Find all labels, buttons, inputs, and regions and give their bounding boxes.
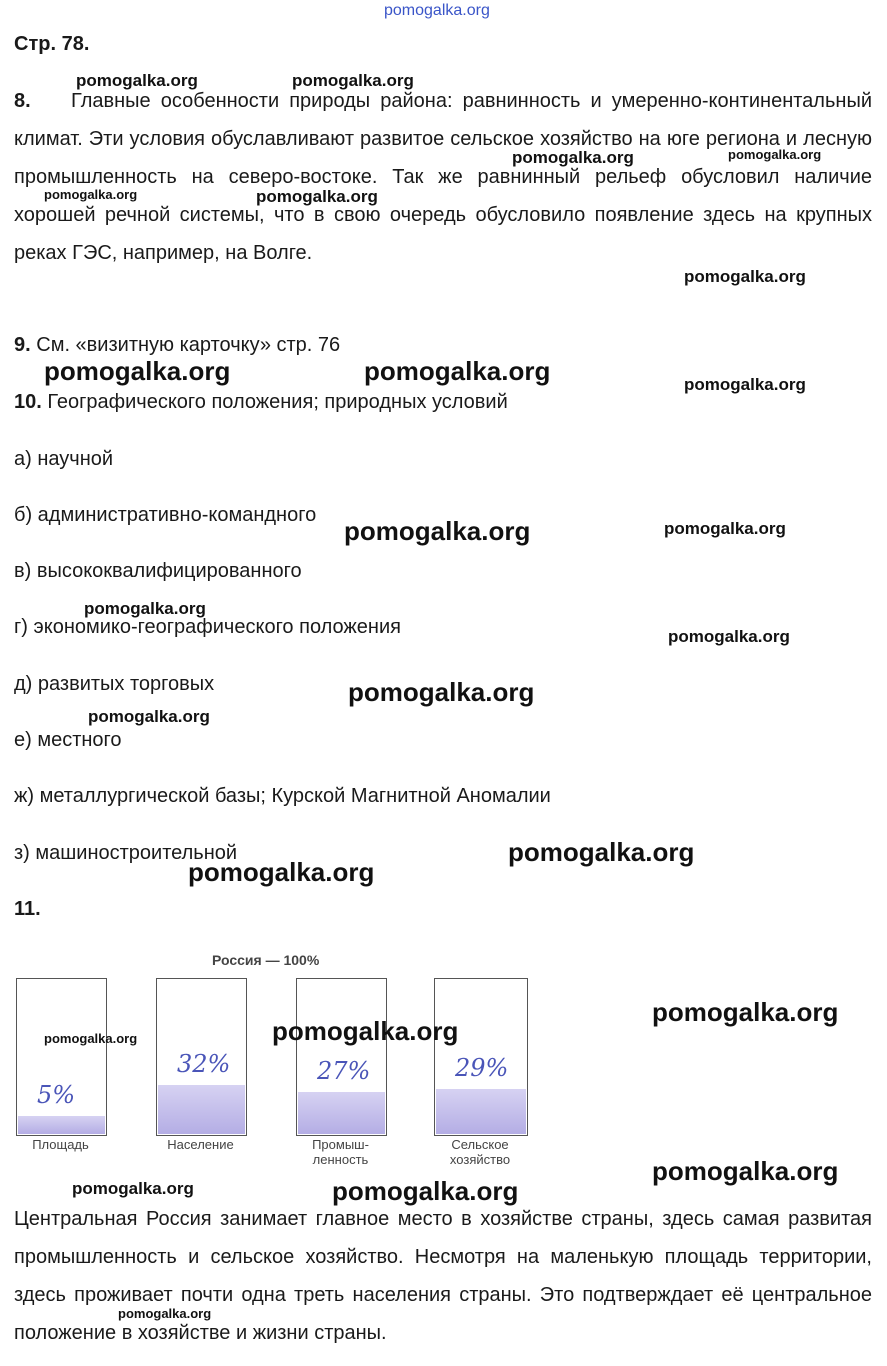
answer-10-item: в) высококвалифицированного [14, 560, 302, 582]
answer-10-item: д) развитых торговых [14, 673, 215, 695]
answer-11-number: 11. [14, 898, 41, 920]
bar-box [434, 978, 528, 1136]
watermark-text: pomogalka.org [256, 187, 378, 206]
bar-box [296, 978, 387, 1136]
watermark-text: pomogalka.org [272, 1016, 459, 1046]
watermark-text: pomogalka.org [84, 599, 206, 618]
bar-value-label: 29% [455, 1054, 509, 1082]
answer-10-item: е) местного [14, 729, 122, 751]
answer-10-text: Географического положения; природных условий [47, 391, 508, 413]
watermark-text: pomogalka.org [88, 707, 210, 726]
answer-9-number: 9. [14, 334, 31, 356]
watermark-text: pomogalka.org [668, 627, 790, 646]
bar-value-label: 27% [317, 1057, 371, 1085]
bar-value-label: 5% [37, 1081, 76, 1109]
bar-category-line: Промыш- [312, 1137, 369, 1152]
bar-category-line: ленность [312, 1152, 369, 1167]
watermark-text: pomogalka.org [332, 1176, 519, 1206]
watermark-text: pomogalka.org [364, 356, 551, 386]
watermark-text: pomogalka.org [728, 147, 822, 162]
answer-8-text: Главные особенности природы района: равнинность и умеренно-континентальный климат. Эти условия обуславливают развитое сельское хозяйство на юге региона и лесную промышленность на северо-востоке. Так же равнинный рельеф обусловил наличие хорошей речной системы, что в свою очередь обусловило появление здесь на крупных реках ГЭС, например, на Волге. [14, 90, 872, 264]
bar-category-label [286, 1137, 395, 1167]
watermark-text: pomogalka.org [72, 1179, 194, 1198]
watermark-text: pomogalka.org [76, 71, 198, 90]
bar-box [156, 978, 247, 1136]
chart-title: Россия — 100% [212, 952, 320, 968]
answer-10-item: г) экономико-географического положения [14, 616, 401, 638]
watermark-text: pomogalka.org [44, 356, 231, 386]
answer-10-item: ж) металлургической базы; Курской Магнитной Аномалии [14, 785, 551, 807]
answer-10-item: а) научной [14, 448, 114, 470]
site-header-link[interactable]: pomogalka.org [384, 2, 490, 19]
watermark-text: pomogalka.org [188, 857, 375, 887]
answer-10-item: б) административно-командного [14, 504, 317, 526]
bar-category-line: Сельское [451, 1137, 509, 1152]
bar-box [16, 978, 107, 1136]
answer-8 [14, 82, 872, 272]
bar-fill [298, 1092, 385, 1134]
watermark-text: pomogalka.org [118, 1306, 212, 1321]
watermark-text: pomogalka.org [292, 71, 414, 90]
bar-category-label [424, 1137, 536, 1167]
watermark-text: pomogalka.org [664, 519, 786, 538]
watermark-text: pomogalka.org [684, 267, 806, 286]
watermark-text: pomogalka.org [44, 187, 138, 202]
bar-fill [158, 1085, 245, 1134]
answer-10 [14, 391, 508, 414]
watermark-text: pomogalka.org [652, 1156, 839, 1186]
answer-9-text: См. «визитную карточку» стр. 76 [36, 334, 341, 356]
page-heading: Стр. 78. [14, 33, 90, 55]
watermark-text: pomogalka.org [508, 837, 695, 867]
answer-11-text: Центральная Россия занимает главное место в хозяйстве страны, здесь самая развитая промышленность и сельское хозяйство. Несмотря на маленькую площадь территории, здесь проживает почти одна треть населения страны. Это подтверждает её центральное положение в хозяйстве и жизни страны. [14, 1208, 872, 1344]
bar-category-line: Площадь [32, 1137, 89, 1152]
bar-category-label [6, 1137, 115, 1152]
bar-fill [436, 1089, 526, 1134]
bar-fill [18, 1116, 105, 1134]
bar-category-line: хозяйство [449, 1152, 511, 1167]
answer-10-item: з) машиностроительной [14, 842, 238, 864]
bar-category-line: Население [167, 1137, 234, 1152]
watermark-text: pomogalka.org [512, 148, 634, 167]
bar-category-label [146, 1137, 255, 1152]
answer-10-number: 10. [14, 391, 42, 413]
answer-9 [14, 334, 340, 357]
bar-value-label: 32% [177, 1050, 231, 1078]
watermark-text: pomogalka.org [684, 375, 806, 394]
answer-8-number: 8. [14, 90, 31, 112]
watermark-text: pomogalka.org [344, 516, 531, 546]
watermark-text: pomogalka.org [652, 997, 839, 1027]
watermark-text: pomogalka.org [348, 677, 535, 707]
watermark-text: pomogalka.org [44, 1031, 138, 1046]
